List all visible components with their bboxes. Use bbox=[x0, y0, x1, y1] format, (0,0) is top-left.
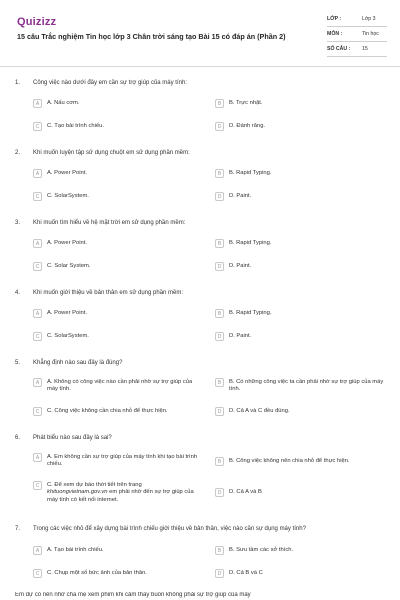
option-letter-badge: A bbox=[33, 309, 42, 318]
option-b[interactable] bbox=[215, 379, 390, 394]
question-count-label: SỐ CÂU : bbox=[327, 46, 351, 52]
option-letter-badge: D bbox=[215, 332, 224, 341]
question-text: Phát biểu nào sau đây là sai? bbox=[33, 435, 112, 441]
option-text: D. Paint. bbox=[229, 263, 252, 269]
website-name: khituongvietnam.gov.vn bbox=[47, 489, 108, 496]
option-text: C. Để xem dự báo thời tiết trên trang khituongvietnam.gov.vn em phải nhờ đến sự trợ giúp của máy tính có kết nối internet. bbox=[47, 482, 194, 503]
option-letter-badge: C bbox=[33, 481, 42, 490]
divider bbox=[327, 56, 387, 57]
option-d[interactable] bbox=[215, 333, 390, 341]
quizizz-logo: Quizizz bbox=[17, 16, 57, 28]
option-letter-badge: B bbox=[215, 309, 224, 318]
option-letter-badge: A bbox=[33, 169, 42, 178]
option-text: D. Cả A và B bbox=[229, 489, 262, 495]
option-b[interactable] bbox=[215, 310, 390, 318]
option-letter-badge: C bbox=[33, 192, 42, 201]
option-a[interactable] bbox=[33, 547, 199, 555]
option-text: B. Rapid Typing. bbox=[229, 240, 272, 246]
option-c[interactable] bbox=[33, 570, 199, 578]
option-letter-badge: B bbox=[215, 546, 224, 555]
option-letter-badge: D bbox=[215, 407, 224, 416]
option-text: D. Cả B và C bbox=[229, 570, 263, 576]
question-number: 1. bbox=[15, 80, 21, 86]
option-c[interactable] bbox=[33, 123, 199, 131]
option-b[interactable] bbox=[215, 170, 390, 178]
question-list bbox=[0, 66, 400, 600]
option-text: A. Nấu cơm. bbox=[47, 100, 80, 106]
question-number: 3. bbox=[15, 220, 21, 226]
option-text: C. Tạo bài trình chiếu. bbox=[47, 123, 104, 129]
option-text: B. Có những công việc ta cần phải nhờ sự trợ giúp của máy tính. bbox=[229, 379, 384, 393]
option-c[interactable] bbox=[33, 263, 199, 271]
option-c[interactable] bbox=[33, 408, 199, 416]
option-letter-badge: B bbox=[215, 239, 224, 248]
option-text: A. Tạo bài trình chiếu. bbox=[47, 547, 104, 553]
option-text: D. Paint. bbox=[229, 193, 252, 199]
subject-value: Tin học bbox=[362, 31, 379, 37]
option-letter-badge: B bbox=[215, 457, 224, 466]
option-d[interactable] bbox=[215, 408, 390, 416]
option-a[interactable] bbox=[33, 454, 199, 469]
option-a[interactable] bbox=[33, 310, 199, 318]
option-text: C. Solar System. bbox=[47, 263, 91, 269]
option-text: C. Chụp một số bức ảnh của bản thân. bbox=[47, 570, 147, 576]
question-number: 7. bbox=[15, 526, 21, 532]
option-b[interactable] bbox=[215, 100, 390, 108]
option-b[interactable] bbox=[215, 547, 390, 555]
option-text: C. Công việc không cần chia nhỏ để thực hiện. bbox=[47, 408, 168, 414]
option-letter-badge: A bbox=[33, 99, 42, 108]
option-a[interactable] bbox=[33, 170, 199, 178]
option-letter-badge: D bbox=[215, 122, 224, 131]
option-d[interactable] bbox=[215, 570, 390, 578]
option-letter-badge: D bbox=[215, 569, 224, 578]
question-text: Khi muốn tìm hiểu về hệ mặt trời em sử dụng phần mềm: bbox=[33, 220, 186, 226]
option-letter-badge: B bbox=[215, 169, 224, 178]
subject-label: MÔN : bbox=[327, 31, 343, 37]
option-text: D. Đánh răng. bbox=[229, 123, 266, 129]
option-text: B. Công việc không nên chia nhỏ để thực hiện. bbox=[229, 458, 350, 464]
option-text: D. Cả A và C đều đúng. bbox=[229, 408, 290, 414]
option-text: A. Em không cần sự trợ giúp của máy tính khi tạo bài trình chiếu. bbox=[47, 454, 198, 468]
option-letter-badge: D bbox=[215, 262, 224, 271]
option-d[interactable] bbox=[215, 123, 390, 131]
option-letter-badge: C bbox=[33, 407, 42, 416]
option-b[interactable] bbox=[215, 458, 390, 466]
option-c[interactable] bbox=[33, 482, 199, 504]
option-a[interactable] bbox=[33, 100, 199, 108]
option-text: A. Power Point. bbox=[47, 170, 87, 176]
option-letter-badge: C bbox=[33, 122, 42, 131]
option-a[interactable] bbox=[33, 240, 199, 248]
option-d[interactable] bbox=[215, 263, 390, 271]
option-c[interactable] bbox=[33, 193, 199, 201]
option-letter-badge: A bbox=[33, 239, 42, 248]
option-text: B. Rapid Typing. bbox=[229, 310, 272, 316]
worksheet-header bbox=[0, 0, 400, 66]
divider bbox=[327, 26, 387, 27]
option-text: B. Sưu tầm các sở thích. bbox=[229, 547, 294, 553]
class-label: LỚP : bbox=[327, 16, 342, 22]
question-text: Khi muốn luyện tập sử dụng chuột em sử dụng phần mềm: bbox=[33, 150, 190, 156]
option-c[interactable] bbox=[33, 333, 199, 341]
question-number: 4. bbox=[15, 290, 21, 296]
question-text: Công việc nào dưới đây em cần sự trợ giúp của máy tính: bbox=[33, 80, 187, 86]
question-count-value: 15 bbox=[362, 46, 368, 52]
option-text: B. Trực nhật. bbox=[229, 100, 263, 106]
question-text: Trong các việc nhỏ để xây dựng bài trình chiếu giới thiệu về bản thân, việc nào cần sự dụng máy tính? bbox=[33, 526, 306, 532]
question-number: 5. bbox=[15, 360, 21, 366]
question-number: 2. bbox=[15, 150, 21, 156]
question-text: Khẳng định nào sau đây là đúng? bbox=[33, 360, 123, 366]
next-question-partial: Em dự có nên nhờ cha mẹ xem phim khi cảm thấy buồn không phải sự trợ giúp của máy bbox=[15, 592, 251, 598]
option-text: A. Power Point. bbox=[47, 310, 87, 316]
option-text: C. SolarSystem. bbox=[47, 333, 89, 339]
page-title: 15 câu Trắc nghiệm Tin học lớp 3 Chân trời sáng tạo Bài 15 có đáp án (Phần 2) bbox=[17, 32, 286, 41]
option-b[interactable] bbox=[215, 240, 390, 248]
question-text: Khi muốn giới thiệu về bản thân em sử dụng phần mềm: bbox=[33, 290, 184, 296]
option-letter-badge: B bbox=[215, 378, 224, 387]
option-a[interactable] bbox=[33, 379, 199, 394]
option-d[interactable] bbox=[215, 489, 390, 497]
option-letter-badge: A bbox=[33, 453, 42, 462]
option-letter-badge: A bbox=[33, 546, 42, 555]
option-text: A. Power Point. bbox=[47, 240, 87, 246]
option-text: C. SolarSystem. bbox=[47, 193, 89, 199]
option-letter-badge: B bbox=[215, 99, 224, 108]
option-letter-badge: D bbox=[215, 488, 224, 497]
option-text: B. Rapid Typing. bbox=[229, 170, 272, 176]
option-text: D. Paint. bbox=[229, 333, 252, 339]
class-value: Lớp 3 bbox=[362, 16, 376, 22]
option-letter-badge: D bbox=[215, 192, 224, 201]
option-letter-badge: C bbox=[33, 262, 42, 271]
option-letter-badge: A bbox=[33, 378, 42, 387]
option-d[interactable] bbox=[215, 193, 390, 201]
option-letter-badge: C bbox=[33, 332, 42, 341]
option-text: A. Không có công việc nào cần phải nhờ sự trợ giúp của máy tính. bbox=[47, 379, 193, 393]
question-number: 6. bbox=[15, 435, 21, 441]
divider bbox=[327, 41, 387, 42]
option-letter-badge: C bbox=[33, 569, 42, 578]
